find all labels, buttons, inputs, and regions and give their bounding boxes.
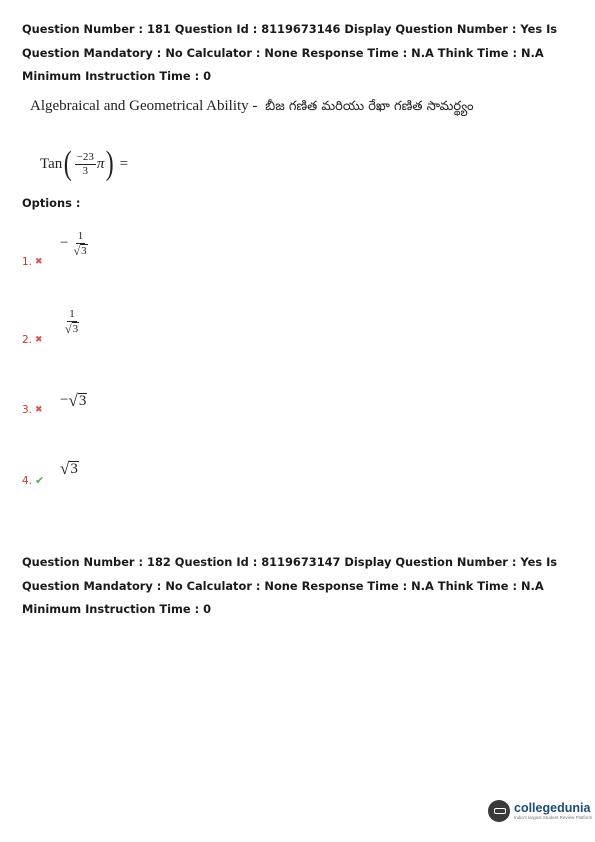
logo-name: collegedunia [514, 800, 591, 815]
option-numerator: 1 [77, 230, 84, 242]
cross-icon: ✖ [35, 257, 43, 267]
option-4-value [60, 460, 79, 477]
section-title-english: Algebraical and Geometrical Ability - [30, 98, 258, 114]
logo-text [514, 802, 592, 821]
collegedunia-logo [488, 800, 592, 822]
option-3-value [60, 392, 87, 409]
option-sqrt: √ 3 [68, 391, 87, 410]
angle-fraction [75, 151, 96, 178]
option-number: 1. [22, 256, 33, 268]
option-sign: − [60, 392, 69, 408]
right-paren: ) [106, 145, 114, 182]
logo-mark-icon [488, 800, 510, 822]
option-numerator: 1 [69, 308, 75, 320]
fraction-denominator: 3 [82, 164, 88, 177]
equals-sign: = [119, 155, 129, 172]
left-paren: ( [63, 145, 72, 182]
logo-tagline: India's largest Student Review Platform [514, 814, 593, 820]
option-sqrt: √ 3 [60, 459, 78, 478]
question-182-header: Question Number : 182 Question Id : 8119673147 Display Question Number : Yes Is Question Mandatory : No Calculator : None Response Time : N.A Think Time : N.A Minimum Instruction Time : 0 [22, 555, 558, 616]
cross-icon: ✖ [35, 335, 43, 345]
option-radicand: 3 [70, 461, 78, 477]
option-radicand: 3 [72, 323, 79, 335]
pi-symbol: π [96, 155, 105, 172]
section-title-telugu: బీజ గణిత మరియు రేఖా గణిత సామర్థ్యం [265, 99, 474, 114]
option-1-marker [22, 256, 43, 268]
option-1-value [60, 230, 91, 257]
option-number: 2. [22, 334, 33, 346]
option-sqrt: √ 3 [65, 322, 79, 336]
tan-function: Tan [40, 155, 63, 172]
option-fraction [71, 230, 89, 257]
option-sign: − [60, 235, 69, 251]
option-3-marker [22, 404, 43, 416]
option-number: 4. [22, 474, 33, 487]
option-sqrt: √ 3 [73, 244, 87, 258]
options-label: Options : [22, 196, 81, 210]
option-2-value [62, 308, 82, 335]
option-number: 3. [22, 404, 33, 416]
question-181-header: Question Number : 181 Question Id : 8119673146 Display Question Number : Yes Is Question Mandatory : No Calculator : None Response Time : N.A Think Time : N.A Minimum Instruction Time : 0 [22, 22, 558, 83]
option-radicand: 3 [81, 245, 87, 257]
question-expression [40, 147, 128, 181]
section-title [30, 98, 474, 117]
option-4-marker [22, 474, 44, 487]
option-radicand: 3 [78, 393, 87, 409]
fraction-numerator: −23 [76, 150, 94, 163]
cross-icon: ✖ [35, 405, 43, 415]
check-icon: ✔ [35, 474, 45, 487]
option-fraction [63, 308, 81, 335]
option-2-marker [22, 334, 43, 346]
